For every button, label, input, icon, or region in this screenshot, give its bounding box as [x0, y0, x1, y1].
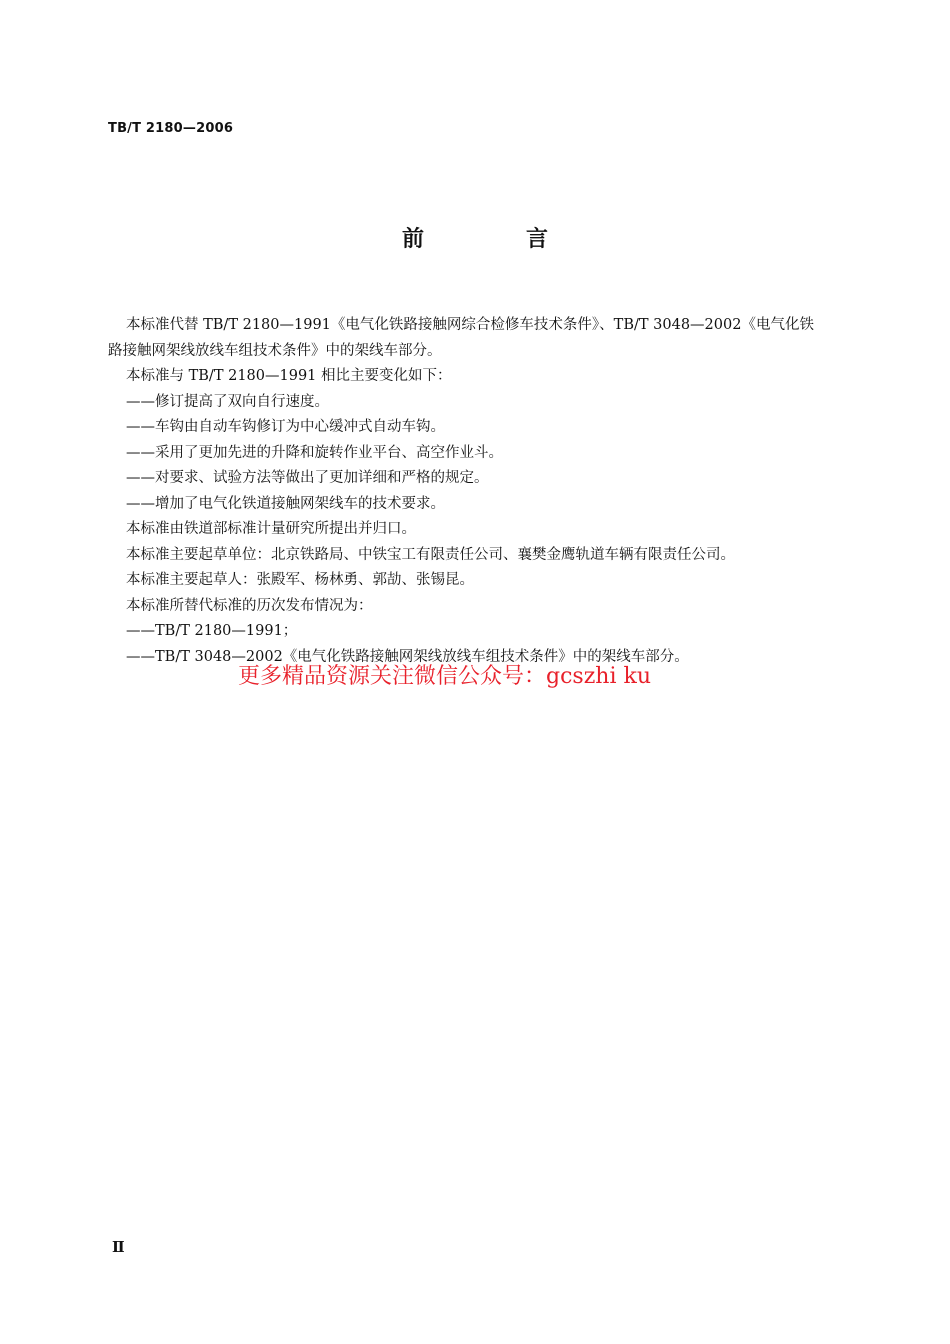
standard-code: TB/T 2180—2006 — [108, 121, 234, 136]
change-item-3: ——采用了更加先进的升降和旋转作业平台、高空作业斗。 — [126, 444, 503, 461]
paragraph-history-intro: 本标准所替代标准的历次发布情况为： — [126, 597, 373, 614]
history-item-2: ——TB/T 3048—2002《电气化铁路接触网架线放线车组技术条件》中的架线车部分。 — [126, 648, 689, 665]
paragraph-changes-intro: 本标准与 TB/T 2180—1991 相比主要变化如下： — [126, 368, 452, 384]
change-item-1: ——修订提高了双向自行速度。 — [126, 393, 329, 410]
paragraph-drafters: 本标准主要起草人：张殿军、杨林勇、郭劼、张锡昆。 — [126, 572, 474, 588]
change-item-5: ——增加了电气化铁道接触网架线车的技术要求。 — [126, 495, 445, 512]
change-item-4: ——对要求、试验方法等做出了更加详细和严格的规定。 — [126, 470, 489, 486]
foreword-body — [108, 313, 823, 670]
change-item-2: ——车钩由自动车钩修订为中心缓冲式自动车钩。 — [126, 419, 445, 435]
watermark-text: 更多精品资源关注微信公众号：gcszhi ku — [238, 664, 651, 689]
paragraph-proposer: 本标准由铁道部标准计量研究所提出并归口。 — [126, 521, 416, 537]
history-item-1: ——TB/T 2180—1991； — [126, 623, 298, 639]
paragraph-drafting-units: 本标准主要起草单位：北京铁路局、中铁宝工有限责任公司、襄樊金鹰轨道车辆有限责任公司。 — [126, 546, 735, 563]
page-title: 前 言 — [401, 227, 588, 252]
page-number: Ⅱ — [112, 1238, 125, 1256]
paragraph-replacement: 本标准代替 TB/T 2180—1991《电气化铁路接触网综合检修车技术条件》、TB/T 3048—2002《电气化铁路接触网架线放线车组技术条件》中的架线车部分。 — [108, 317, 814, 359]
